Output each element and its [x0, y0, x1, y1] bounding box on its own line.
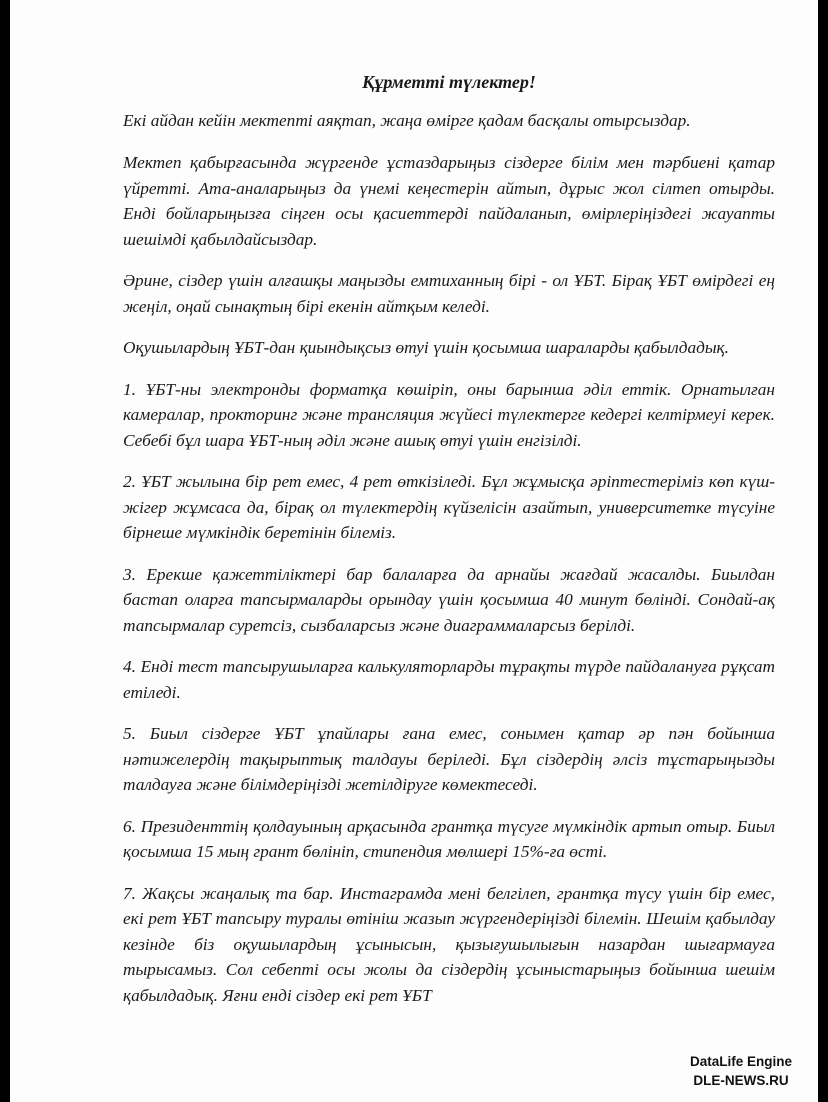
list-item-1: 1. ҰБТ-ны электронды форматқа көшіріп, оны барынша әділ еттік. Орнатылған камералар, прокторинг және трансляция жүйесі түлектерге кедергі келтірмеуі керек. Себебі бұл шара ҰБТ-ның әділ және ашық өтуі үшін енгізілді. [123, 379, 775, 450]
list-item-3: 3. Ерекше қажеттіліктері бар балаларға да арнайы жағдай жасалды. Биылдан бастап оларға тапсырмаларды орындау үшін қосымша 40 минут бөлінді. Сондай-ақ тапсырмалар суретсіз, сызбаларсыз және диаграммаларсыз берілді. [123, 564, 775, 635]
paragraph-measures: Оқушылардың ҰБТ-дан қиындықсыз өтуі үшін қосымша шараларды қабылдадық. [123, 338, 729, 357]
intro-paragraph: Екі айдан кейін мектепті аяқтап, жаңа өмірге қадам басқалы отырсыздар. [123, 110, 691, 130]
watermark-line-2: DLE-NEWS.RU [693, 1073, 789, 1088]
letter-body [123, 70, 775, 1024]
letter-title: Құрметті түлектер! [362, 72, 536, 92]
list-item-6: 6. Президенттің қолдауының арқасында грантқа түсуге мүмкіндік артып отыр. Биыл қосымша 15 мың грант бөлініп, стипендия мөлшері 15%-ға өсті. [123, 816, 775, 861]
watermark-line-1: DataLife Engine [689, 1054, 792, 1069]
list-item-4: 4. Енді тест тапсырушыларға калькуляторларды тұрақты түрде пайдалануға рұқсат етіледі. [123, 657, 775, 702]
list-item-7: 7. Жақсы жаңалық та бар. Инстаграмда мені белгілеп, грантқа түсу үшін бір емес, екі рет ҰБТ тапсыру туралы өтініш жазып жүргендеріңізді білемін. Шешім қабылдау кезінде біз оқушылардың ұсынысын, қызығушылығын назардан шығармауға тырысамыз. Сол себепті осы жолы да сіздердің ұсыныстарыңыз бойынша шешім қабылдадық. Яғни енді сіздер екі рет ҰБТ [123, 883, 775, 1005]
paragraph-exam: Әрине, сіздер үшін алғашқы маңызды емтиханның бірі - ол ҰБТ. Бірақ ҰБТ өмірдегі ең жеңіл, оңай сынақтың бірі екенін айтқым келеді. [123, 271, 775, 316]
site-watermark [690, 1052, 792, 1090]
document-page [10, 0, 818, 1102]
list-item-5: 5. Биыл сіздерге ҰБТ ұпайлары ғана емес, сонымен қатар әр пән бойынша нәтижелердің тақырыптық талдауы беріледі. Бұл сіздердің әлсіз тұстарыңызды талдауға және білімдеріңізді жетілдіруге көмектеседі. [123, 724, 775, 794]
paragraph-teachers: Мектеп қабырғасында жүргенде ұстаздарыңыз сіздерге білім мен тәрбиені қатар үйретті. Ата-аналарыңыз да үнемі кеңестерін айтып, дұрыс жол сілтеп отырды. Енді бойларыңызға сіңген осы қасиеттерді пайдаланып, өмірлеріңіздегі жауапты шешімді қабылдайсыздар. [123, 153, 775, 249]
list-item-2: 2. ҰБТ жылына бір рет емес, 4 рет өткізіледі. Бұл жұмысқа әріптестеріміз көп күш-жігер жұмсаса да, бірақ ол түлектердің күйзелісін азайтып, университетке түсуіне бірнеше мүмкіндік беретінін білеміз. [123, 472, 775, 542]
